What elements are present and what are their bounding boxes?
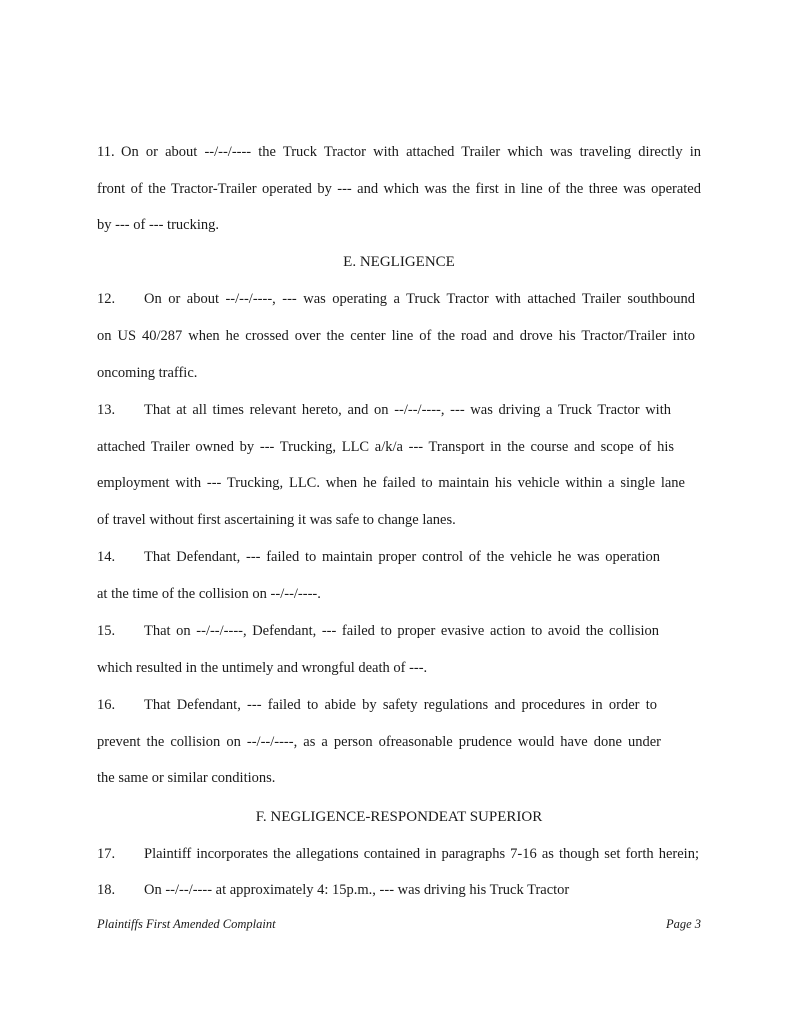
paragraph-text: Plaintiff incorporates the allegations contained in paragraphs 7-16 as though set forth herein; (144, 846, 699, 862)
paragraph-12-line-2: on US 40/287 when he crossed over the center line of the road and drove his Tractor/Trailer into (97, 328, 695, 344)
paragraph-number: 17. (97, 846, 116, 862)
paragraph-17-line-1 (97, 845, 699, 863)
paragraph-13-line-1 (97, 401, 671, 419)
paragraph-16-line-1 (97, 696, 657, 714)
paragraph-text: That Defendant, --- failed to maintain proper control of the vehicle he was operation (144, 549, 660, 565)
paragraph-11-line-3: by --- of --- trucking. (97, 217, 219, 233)
paragraph-number: 13. (97, 402, 116, 418)
paragraph-18-line-1 (97, 881, 701, 899)
paragraph-number: 16. (97, 697, 116, 713)
paragraph-15-line-2: which resulted in the untimely and wrongful death of ---. (97, 660, 428, 676)
paragraph-number: 15. (97, 623, 116, 639)
paragraph-15-line-1 (97, 622, 659, 640)
paragraph-number: 11. (97, 144, 115, 160)
section-heading-negligence: E. NEGLIGENCE (343, 254, 455, 270)
paragraph-text: That at all times relevant hereto, and on --/--/----, --- was driving a Truck Tractor with (144, 402, 671, 418)
paragraph-text: On --/--/---- at approximately 4: 15p.m., --- was driving his Truck Tractor (144, 882, 570, 898)
paragraph-12-line-3: oncoming traffic. (97, 365, 198, 381)
paragraph-number: 14. (97, 549, 116, 565)
paragraph-text: That Defendant, --- failed to abide by safety regulations and procedures in order to (144, 697, 657, 713)
paragraph-14-line-2: at the time of the collision on --/--/----. (97, 586, 321, 602)
paragraph-14-line-1 (97, 548, 660, 566)
paragraph-13-line-2: attached Trailer owned by --- Trucking, LLC a/k/a --- Transport in the course and scope of his (97, 439, 674, 455)
paragraph-text: On or about --/--/----, --- was operating a Truck Tractor with attached Trailer southbound (144, 291, 695, 307)
paragraph-13-line-3: employment with --- Trucking, LLC. when he failed to maintain his vehicle within a single lane (97, 475, 685, 491)
section-heading-respondeat-superior: F. NEGLIGENCE-RESPONDEAT SUPERIOR (255, 809, 543, 825)
paragraph-11-line-2: front of the Tractor-Trailer operated by --- and which was the first in line of the three was operated (97, 181, 701, 197)
paragraph-text: On or about --/--/---- the Truck Tractor with attached Trailer which was traveling directly in (121, 144, 701, 160)
paragraph-12-line-1 (97, 290, 695, 308)
paragraph-16-line-3: the same or similar conditions. (97, 770, 276, 786)
paragraph-11-line-1 (97, 143, 701, 161)
footer-page-number: Page 3 (665, 917, 701, 931)
paragraph-number: 12. (97, 291, 116, 307)
paragraph-number: 18. (97, 882, 116, 898)
paragraph-text: That on --/--/----, Defendant, --- failed to proper evasive action to avoid the collision (144, 623, 659, 639)
paragraph-13-line-4: of travel without first ascertaining it was safe to change lanes. (97, 512, 456, 528)
paragraph-16-line-2: prevent the collision on --/--/----, as a person ofreasonable prudence would have done under (97, 734, 661, 750)
footer-document-title: Plaintiffs First Amended Complaint (97, 917, 276, 931)
